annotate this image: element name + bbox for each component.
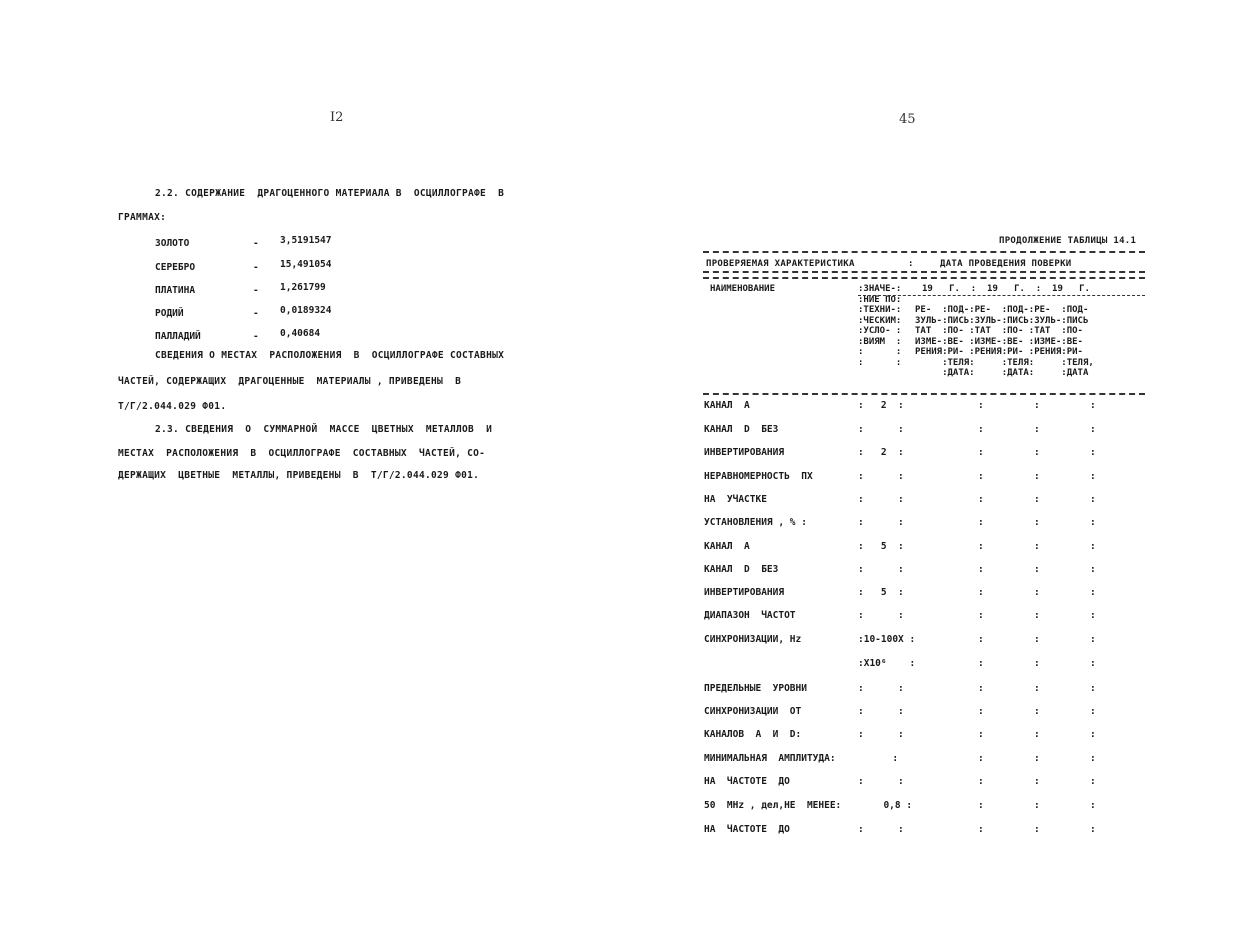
row-name: НА ЧАСТОТЕ ДО bbox=[704, 824, 790, 835]
row-value: : 2 : bbox=[858, 447, 904, 458]
table-row bbox=[622, 447, 1245, 461]
row-col-sep: : bbox=[1034, 824, 1040, 835]
row-name: КАНАЛ А bbox=[704, 400, 750, 411]
row-col-sep: : bbox=[1090, 517, 1096, 528]
row-col-sep: : bbox=[978, 541, 984, 552]
row-value: : 5 : bbox=[858, 541, 904, 552]
row-col-sep: : bbox=[1090, 824, 1096, 835]
row-value: : : bbox=[858, 824, 904, 835]
row-col-sep: : bbox=[1090, 610, 1096, 621]
row-value: :10-100X : bbox=[858, 634, 916, 645]
row-col-sep: : bbox=[1090, 564, 1096, 575]
row-col-sep: : bbox=[978, 610, 984, 621]
table-row bbox=[622, 610, 1245, 624]
page-number: I2 bbox=[330, 110, 344, 125]
row-col-sep: : bbox=[978, 776, 984, 787]
row-name: КАНАЛОВ А И D: bbox=[704, 729, 802, 740]
row-col-sep: : bbox=[1034, 517, 1040, 528]
row-value: : : bbox=[858, 729, 904, 740]
row-name: 50 MHz , дел,НЕ МЕНЕЕ: bbox=[704, 800, 842, 811]
row-col-sep: : bbox=[1090, 424, 1096, 435]
row-value: : : bbox=[858, 610, 904, 621]
table-row bbox=[622, 494, 1245, 508]
row-col-sep: : bbox=[978, 447, 984, 458]
metal-name: ПАЛЛАДИЙ bbox=[155, 331, 201, 342]
row-value: : : bbox=[858, 517, 904, 528]
row-col-sep: : bbox=[978, 634, 984, 645]
row-col-sep: : bbox=[1090, 683, 1096, 694]
row-value: 0,8 : bbox=[872, 800, 913, 811]
row-value: : bbox=[858, 753, 899, 764]
row-col-sep: : bbox=[1034, 610, 1040, 621]
row-col-sep: : bbox=[1090, 753, 1096, 764]
metal-name: ПЛАТИНА bbox=[155, 285, 196, 296]
table-row bbox=[622, 683, 1245, 697]
table-row bbox=[622, 471, 1245, 485]
row-col-sep: : bbox=[978, 400, 984, 411]
metal-dash: - bbox=[253, 285, 259, 296]
table-row bbox=[622, 564, 1245, 578]
metal-dash: - bbox=[253, 238, 259, 249]
row-value: : 2 : bbox=[858, 400, 904, 411]
row-col-sep: : bbox=[1090, 729, 1096, 740]
metal-name: ЗОЛОТО bbox=[155, 238, 190, 249]
table-row bbox=[622, 706, 1245, 720]
header-separator: : bbox=[908, 259, 914, 269]
sub-headers: РЕ- :ПОД-:РЕ- :ПОД-:РЕ- :ПОД- ЗУЛЬ-:ПИСЬ:ЗУЛЬ-:ПИСЬ:ЗУЛЬ-:ПИСЬ ТАТ :ПО- :ТАТ :ПО- :ТАТ :ПО- ИЗМЕ-:ВЕ- :ИЗМЕ-:ВЕ- :ИЗМЕ-:ВЕ- РЕНИЯ:РИ- :РЕНИЯ:РИ- :РЕНИЯ:РИ- :ТЕЛЯ: :ТЕЛЯ: :ТЕЛЯ, :ДАТА: :ДАТА: :ДАТА bbox=[915, 305, 1094, 378]
row-col-sep: : bbox=[978, 658, 984, 669]
row-col-sep: : bbox=[1090, 776, 1096, 787]
row-name: ДИАПАЗОН ЧАСТОТ bbox=[704, 610, 796, 621]
row-col-sep: : bbox=[1090, 400, 1096, 411]
table-body bbox=[622, 0, 1245, 935]
section-2-2-line-2: ГРАММАХ: bbox=[118, 212, 167, 223]
row-col-sep: : bbox=[1034, 729, 1040, 740]
metal-dash: - bbox=[253, 308, 259, 319]
row-name: ИНВЕРТИРОВАНИЯ bbox=[704, 587, 785, 598]
metal-value: 0,40684 bbox=[280, 328, 321, 339]
row-col-sep: : bbox=[1090, 447, 1096, 458]
table-row bbox=[622, 424, 1245, 438]
row-col-sep: : bbox=[1090, 658, 1096, 669]
left-page bbox=[0, 0, 622, 935]
header-date: ДАТА ПРОВЕДЕНИЯ ПОВЕРКИ bbox=[940, 259, 1072, 269]
metal-dash: - bbox=[253, 331, 259, 342]
column-value-header: :ЗНАЧЕ-: :НИЕ ПО: :ТЕХНИ-: :ЧЕСКИМ: :УСЛО- : :ВИЯМ : : : : : bbox=[858, 284, 902, 368]
row-col-sep: : bbox=[1034, 447, 1040, 458]
metal-dash: - bbox=[253, 262, 259, 273]
metal-value: 3,5191547 bbox=[280, 235, 332, 246]
row-col-sep: : bbox=[1034, 683, 1040, 694]
table-row bbox=[622, 634, 1245, 648]
table-continuation-title: ПРОДОЛЖЕНИЕ ТАБЛИЦЫ 14.1 bbox=[999, 236, 1137, 246]
table-row bbox=[622, 824, 1245, 838]
table-row bbox=[622, 729, 1245, 743]
row-col-sep: : bbox=[1090, 471, 1096, 482]
table-row bbox=[622, 541, 1245, 555]
row-col-sep: : bbox=[1034, 494, 1040, 505]
row-col-sep: : bbox=[1034, 400, 1040, 411]
row-col-sep: : bbox=[1034, 753, 1040, 764]
row-name: ИНВЕРТИРОВАНИЯ bbox=[704, 447, 785, 458]
row-col-sep: : bbox=[1090, 634, 1096, 645]
table-row bbox=[622, 400, 1245, 414]
row-col-sep: : bbox=[1034, 471, 1040, 482]
row-col-sep: : bbox=[1034, 800, 1040, 811]
row-col-sep: : bbox=[978, 729, 984, 740]
row-col-sep: : bbox=[978, 753, 984, 764]
table-row bbox=[622, 517, 1245, 531]
metal-value: 0,0189324 bbox=[280, 305, 332, 316]
metal-value: 1,261799 bbox=[280, 282, 326, 293]
row-col-sep: : bbox=[1034, 587, 1040, 598]
metal-value: 15,491054 bbox=[280, 259, 332, 270]
row-name: МИНИМАЛЬНАЯ АМПЛИТУДА: bbox=[704, 753, 836, 764]
row-col-sep: : bbox=[1090, 494, 1096, 505]
section-2-3-line-1: 2.3. СВЕДЕНИЯ О СУММАРНОЙ МАССЕ ЦВЕТНЫХ МЕТАЛЛОВ И bbox=[155, 424, 493, 435]
year-header: 19 Г. : 19 Г. : 19 Г. bbox=[922, 284, 1090, 294]
row-name: НА ЧАСТОТЕ ДО bbox=[704, 776, 790, 787]
row-value: : 5 : bbox=[858, 587, 904, 598]
column-name-header: НАИМЕНОВАНИЕ bbox=[710, 284, 776, 294]
row-value: : : bbox=[858, 564, 904, 575]
table-row bbox=[622, 753, 1245, 767]
row-col-sep: : bbox=[978, 494, 984, 505]
row-col-sep: : bbox=[1034, 658, 1040, 669]
row-col-sep: : bbox=[1034, 541, 1040, 552]
row-col-sep: : bbox=[978, 587, 984, 598]
info-line-1: СВЕДЕНИЯ О МЕСТАХ РАСПОЛОЖЕНИЯ В ОСЦИЛЛОГРАФЕ СОСТАВНЫХ bbox=[155, 350, 505, 361]
page-number: 45 bbox=[899, 112, 916, 127]
metal-name: РОДИЙ bbox=[155, 308, 184, 319]
row-col-sep: : bbox=[978, 706, 984, 717]
row-value: : : bbox=[858, 494, 904, 505]
info-line-3: Т/Г/2.044.029 Ф01. bbox=[118, 401, 227, 412]
section-2-3-line-2: МЕСТАХ РАСПОЛОЖЕНИЯ В ОСЦИЛЛОГРАФЕ СОСТАВНЫХ ЧАСТЕЙ, СО- bbox=[118, 448, 486, 459]
row-col-sep: : bbox=[1090, 587, 1096, 598]
row-col-sep: : bbox=[1034, 706, 1040, 717]
row-col-sep: : bbox=[978, 471, 984, 482]
table-row bbox=[622, 800, 1245, 814]
row-col-sep: : bbox=[1090, 541, 1096, 552]
row-value: : : bbox=[858, 683, 904, 694]
section-2-3-line-3: ДЕРЖАЩИХ ЦВЕТНЫЕ МЕТАЛЛЫ, ПРИВЕДЕНЫ В Т/Г/2.044.029 Ф01. bbox=[118, 470, 480, 481]
row-name: КАНАЛ D БЕЗ bbox=[704, 424, 779, 435]
section-2-2-line-1: 2.2. СОДЕРЖАНИЕ ДРАГОЦЕННОГО МАТЕРИАЛА В ОСЦИЛЛОГРАФЕ В bbox=[155, 188, 505, 199]
row-col-sep: : bbox=[1034, 634, 1040, 645]
row-col-sep: : bbox=[978, 517, 984, 528]
row-name: КАНАЛ D БЕЗ bbox=[704, 564, 779, 575]
table-row bbox=[622, 776, 1245, 790]
row-col-sep: : bbox=[978, 564, 984, 575]
row-col-sep: : bbox=[978, 824, 984, 835]
row-name: ПРЕДЕЛЬНЫЕ УРОВНИ bbox=[704, 683, 807, 694]
row-name: СИНХРОНИЗАЦИИ, Hz bbox=[704, 634, 802, 645]
row-value: : : bbox=[858, 424, 904, 435]
metal-name: СЕРЕБРО bbox=[155, 262, 196, 273]
row-col-sep: : bbox=[1034, 424, 1040, 435]
row-name: НЕРАВНОМЕРНОСТЬ ПХ bbox=[704, 471, 813, 482]
table-row bbox=[622, 658, 1245, 672]
row-name: НА УЧАСТКЕ bbox=[704, 494, 767, 505]
row-col-sep: : bbox=[1034, 564, 1040, 575]
row-value: : : bbox=[858, 776, 904, 787]
row-value: :X10⁶ : bbox=[858, 658, 916, 669]
row-name: КАНАЛ А bbox=[704, 541, 750, 552]
row-col-sep: : bbox=[978, 800, 984, 811]
table-row bbox=[622, 587, 1245, 601]
row-name: УСТАНОВЛЕНИЯ , % : bbox=[704, 517, 807, 528]
row-col-sep: : bbox=[1090, 706, 1096, 717]
row-value: : : bbox=[858, 471, 904, 482]
row-name: СИНХРОНИЗАЦИИ ОТ bbox=[704, 706, 802, 717]
info-line-2: ЧАСТЕЙ, СОДЕРЖАЩИХ ДРАГОЦЕННЫЕ МАТЕРИАЛЫ , ПРИВЕДЕНЫ В bbox=[118, 376, 462, 387]
row-col-sep: : bbox=[978, 683, 984, 694]
row-col-sep: : bbox=[1090, 800, 1096, 811]
row-col-sep: : bbox=[1034, 776, 1040, 787]
row-col-sep: : bbox=[978, 424, 984, 435]
row-value: : : bbox=[858, 706, 904, 717]
header-characteristic: ПРОВЕРЯЕМАЯ ХАРАКТЕРИСТИКА bbox=[706, 259, 855, 269]
